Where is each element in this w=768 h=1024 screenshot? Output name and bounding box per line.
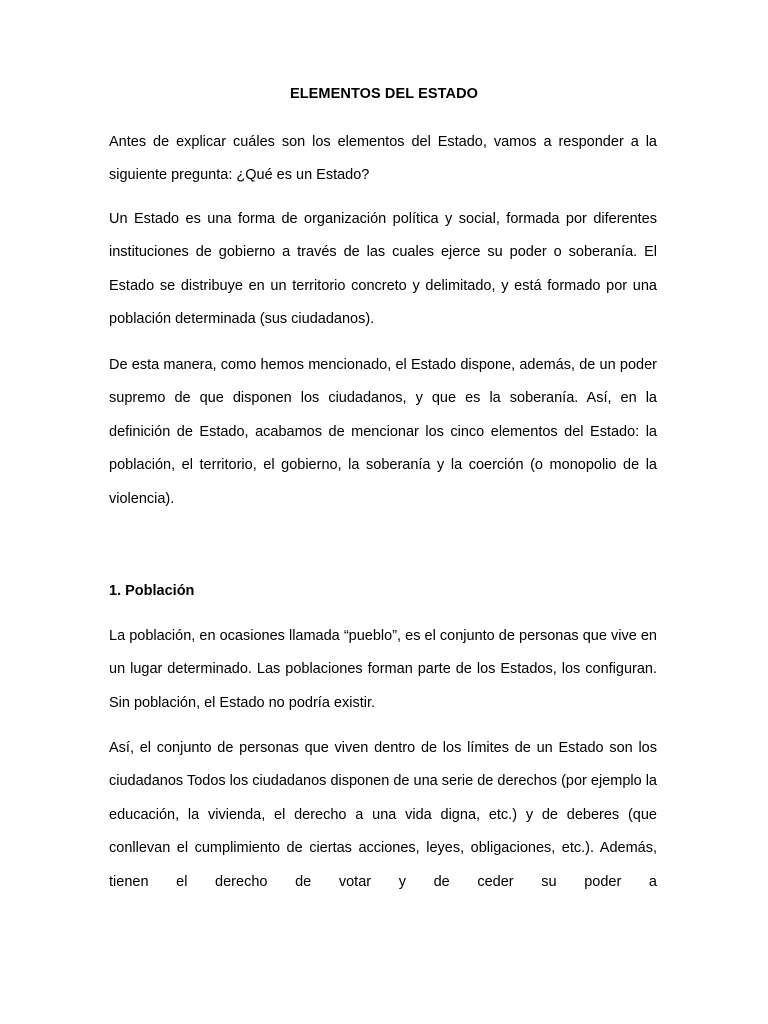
section-1-paragraph-2: Así, el conjunto de personas que viven dentro de los límites de un Estado son los ciudadanos Todos los ciudadanos disponen de una serie de derechos (por ejemplo la educación, la vivienda, el derecho a una vida digna, etc.) y de deberes (que conllevan el cumplimiento de ciertas acciones, leyes, obligaciones, etc.). Además, tienen el derecho de votar y de ceder su poder a: [109, 740, 657, 890]
section-1-paragraph-1: La población, en ocasiones llamada “pueblo”, es el conjunto de personas que vive en un lugar determinado. Las poblaciones forman parte de los Estados, los configuran. Sin población, el Estado no podría existir.: [109, 628, 657, 711]
intro-paragraph-2: Un Estado es una forma de organización política y social, formada por diferentes instituciones de gobierno a través de las cuales ejerce su poder o soberanía. El Estado se distribuye en un territorio concreto y delimitado, y está formado por una población determinada (sus ciudadanos).: [109, 211, 657, 328]
document-title: ELEMENTOS DEL ESTADO: [289, 86, 479, 102]
section-heading-poblacion: 1. Población: [109, 583, 195, 599]
intro-paragraph-3: De esta manera, como hemos mencionado, el Estado dispone, además, de un poder supremo de que disponen los ciudadanos, y que es la soberanía. Así, en la definición de Estado, acabamos de mencionar los cinco elementos del Estado: la población, el territorio, el gobierno, la soberanía y la coerción (o monopolio de la violencia).: [109, 357, 657, 507]
intro-paragraph-1: Antes de explicar cuáles son los elementos del Estado, vamos a responder a la siguiente pregunta: ¿Qué es un Estado?: [109, 134, 657, 184]
